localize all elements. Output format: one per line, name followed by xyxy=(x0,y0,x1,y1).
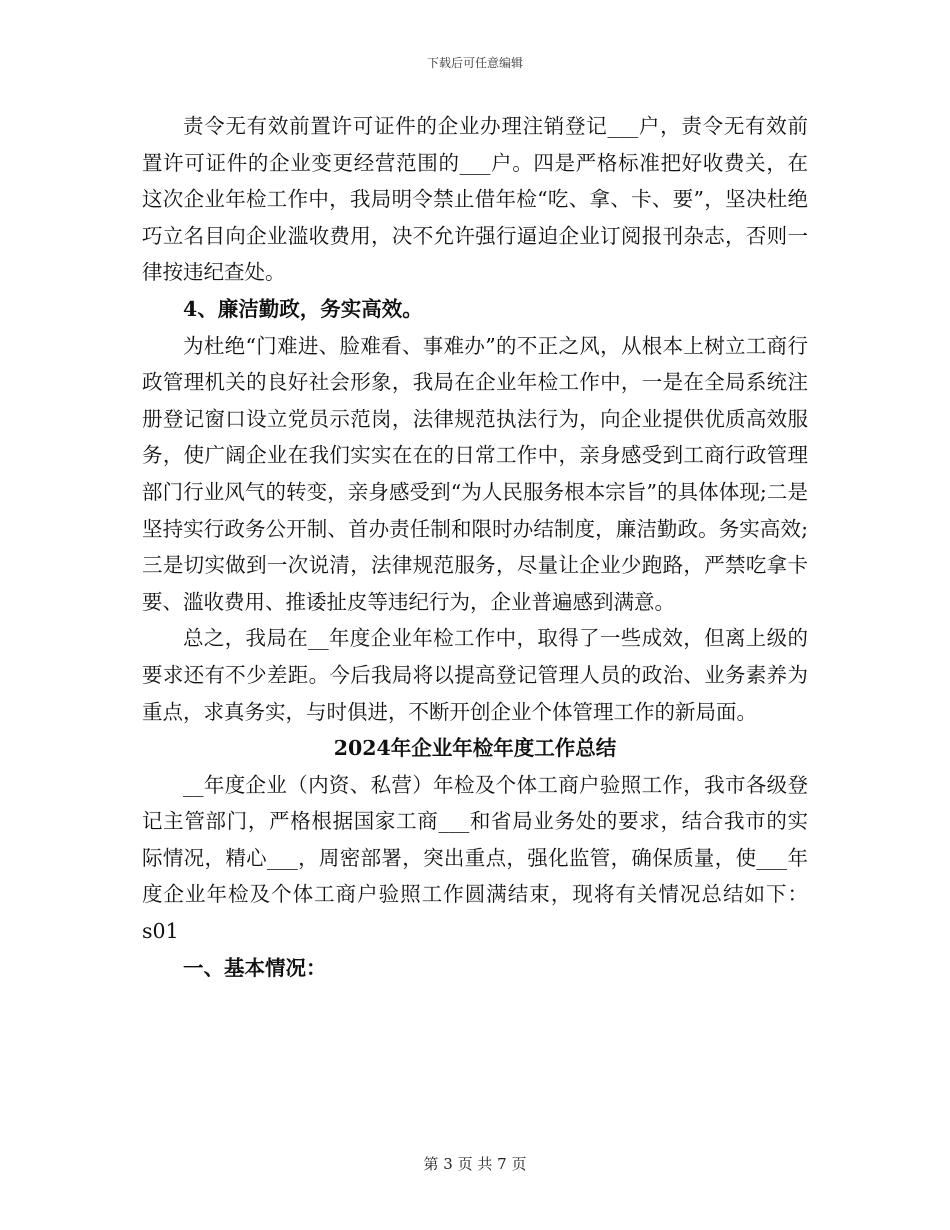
document-title: 2024年企业年检年度工作总结 xyxy=(333,736,617,761)
section-heading-basic: 一、基本情况： xyxy=(183,955,327,980)
section-heading-4: 4、廉洁勤政，务实高效。 xyxy=(183,296,423,321)
document-body xyxy=(142,108,808,986)
paragraph-2: 为杜绝“门难进、脸难看、事难办”的不正之风，从根本上树立工商行政管理机关的良好社会形象，我局在企业年检工作中，一是在全局系统注册登记窗口设立党员示范岗，法律规范执法行为，向企业提供优质高效服务，使广阔企业在我们实实在在的日常工作中，亲身感受到工商行政管理部门行业风气的转变，亲身感受到“为人民服务根本宗旨”的具体体现;二是坚持实行政务公开制、首办责任制和限时办结制度，廉洁勤政。务实高效;三是切实做到一次说清，法律规范服务，尽量让企业少跑路，严禁吃拿卡要、滥收费用、推诿扯皮等违纪行为，企业普遍感到满意。 xyxy=(142,333,808,614)
paragraph-4: __年度企业（内资、私营）年检及个体工商户验照工作，我市各级登记主管部门，严格根据国家工商___和省局业务处的要求，结合我市的实际情况，精心___，周密部署，突出重点，强化监管，确保质量，使___年度企业年检及个体工商户验照工作圆满结束，现将有关情况总结如下：s01 xyxy=(142,772,808,944)
paragraph-3: 总之，我局在__年度企业年检工作中，取得了一些成效，但离上级的要求还有不少差距。今后我局将以提高登记管理人员的政治、业务素养为重点，求真务实，与时俱进，不断开创企业个体管理工作的新局面。 xyxy=(142,626,808,724)
page-number: 第 3 页 共 7 页 xyxy=(423,1155,527,1173)
paragraph-1: 责令无有效前置许可证件的企业办理注销登记___户，责令无有效前置许可证件的企业变更经营范围的___户。四是严格标准把好收费关，在这次企业年检工作中，我局明令禁止借年检“吃、拿、卡、要”，坚决杜绝巧立名目向企业滥收费用，决不允许强行逼迫企业订阅报刊杂志，否则一律按违纪查处。 xyxy=(142,114,808,285)
header-note: 下载后可任意编辑 xyxy=(426,56,523,70)
